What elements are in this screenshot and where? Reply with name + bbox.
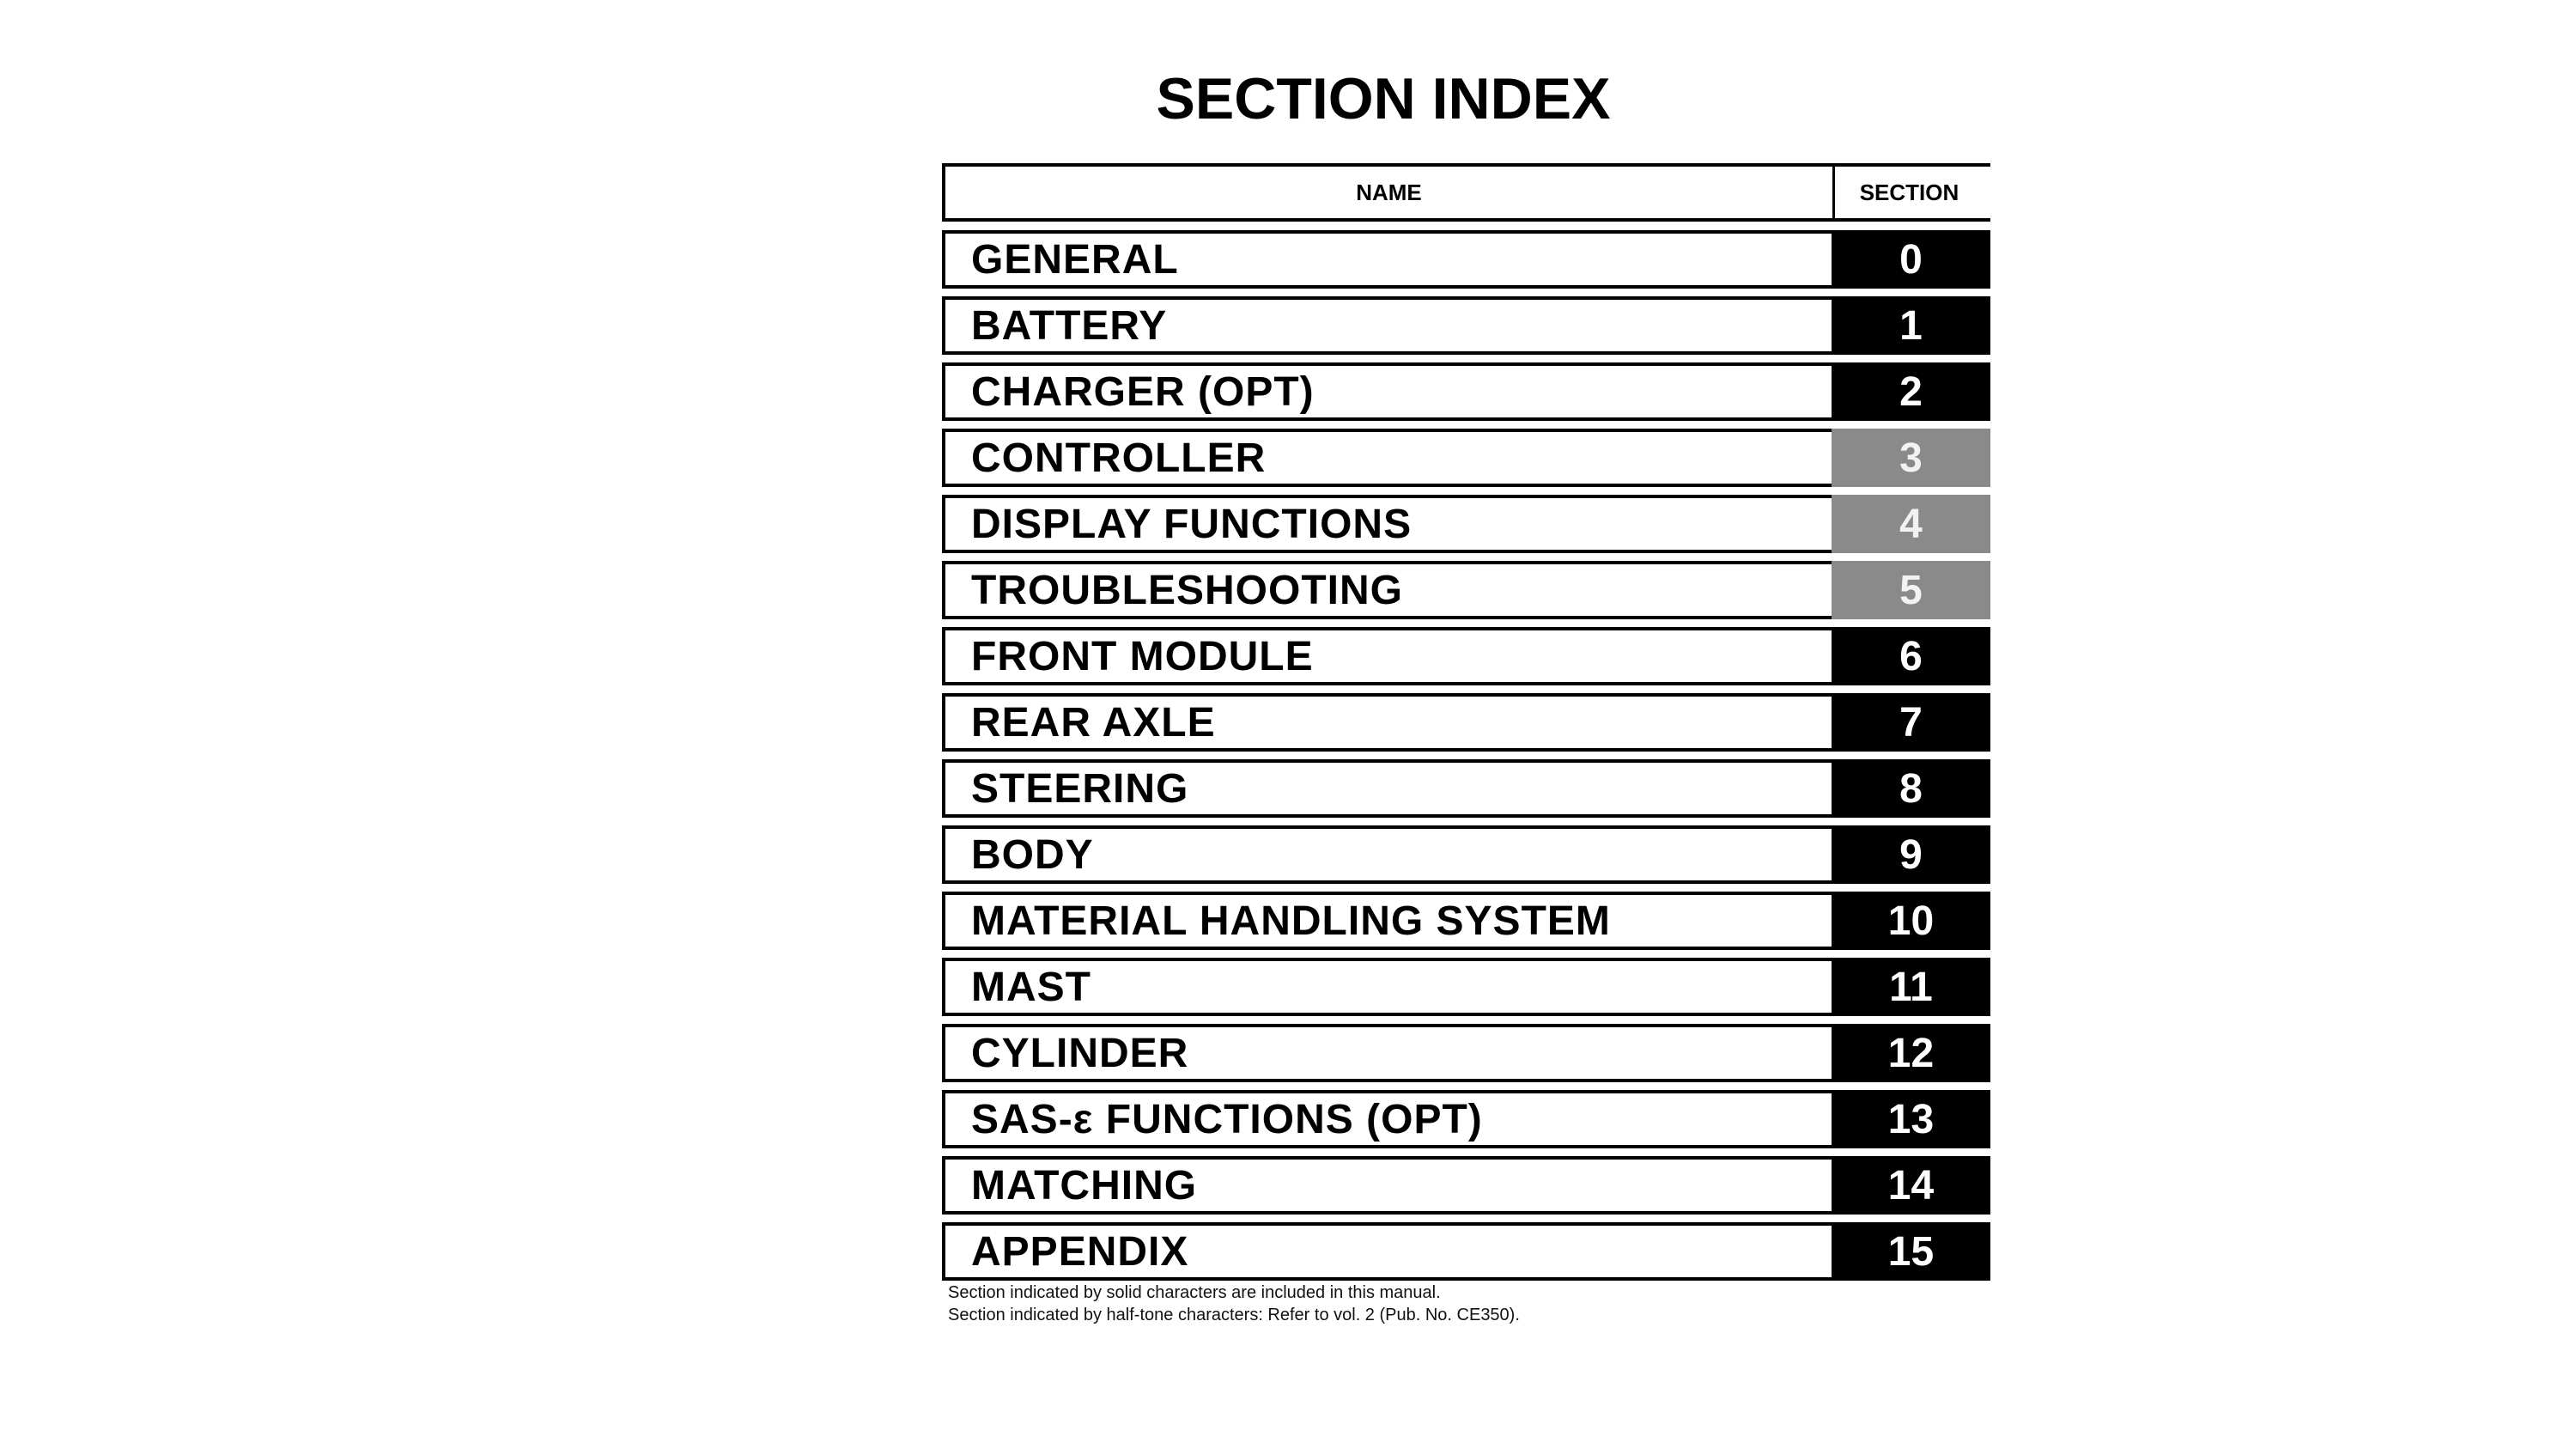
- section-list: [942, 230, 1990, 1288]
- section-number: 14: [1832, 1156, 1990, 1215]
- section-number: 8: [1832, 759, 1990, 818]
- section-name: BODY: [942, 825, 1832, 884]
- section-row[interactable]: [942, 561, 1990, 619]
- page-title: SECTION INDEX: [1156, 66, 1611, 131]
- section-name: MAST: [942, 958, 1832, 1016]
- footnote-line-solid: Section indicated by solid characters are included in this manual.: [948, 1283, 1441, 1302]
- section-name: DISPLAY FUNCTIONS: [942, 495, 1832, 553]
- section-name: GENERAL: [942, 230, 1832, 289]
- section-number: 13: [1832, 1090, 1990, 1148]
- section-name: REAR AXLE: [942, 693, 1832, 752]
- section-row[interactable]: [942, 230, 1990, 289]
- section-row[interactable]: [942, 1090, 1990, 1148]
- section-row[interactable]: [942, 627, 1990, 685]
- section-number: 2: [1832, 362, 1990, 421]
- section-number: 0: [1832, 230, 1990, 289]
- section-name: STEERING: [942, 759, 1832, 818]
- section-number: 10: [1832, 892, 1990, 950]
- section-number: 1: [1832, 296, 1990, 355]
- section-name: CHARGER (OPT): [942, 362, 1832, 421]
- footnote: [948, 1282, 1520, 1326]
- section-number: 15: [1832, 1222, 1990, 1281]
- section-row[interactable]: [942, 429, 1990, 487]
- section-number: 12: [1832, 1024, 1990, 1082]
- section-name: TROUBLESHOOTING: [942, 561, 1832, 619]
- section-name: SAS-ε FUNCTIONS (OPT): [942, 1090, 1832, 1148]
- section-number: 7: [1832, 693, 1990, 752]
- section-row[interactable]: [942, 892, 1990, 950]
- section-number: 3: [1832, 429, 1990, 487]
- section-row[interactable]: [942, 1024, 1990, 1082]
- section-row[interactable]: [942, 1156, 1990, 1215]
- section-row[interactable]: [942, 495, 1990, 553]
- section-row[interactable]: [942, 1222, 1990, 1281]
- section-number: 4: [1832, 495, 1990, 553]
- section-row[interactable]: [942, 362, 1990, 421]
- name-column-header: NAME: [945, 167, 1835, 218]
- section-name: MATCHING: [942, 1156, 1832, 1215]
- section-name: MATERIAL HANDLING SYSTEM: [942, 892, 1832, 950]
- section-row[interactable]: [942, 825, 1990, 884]
- table-header: [942, 163, 1990, 222]
- section-number: 11: [1832, 958, 1990, 1016]
- section-name: CYLINDER: [942, 1024, 1832, 1082]
- section-number: 5: [1832, 561, 1990, 619]
- section-name: CONTROLLER: [942, 429, 1832, 487]
- section-row[interactable]: [942, 693, 1990, 752]
- section-row[interactable]: [942, 759, 1990, 818]
- section-row[interactable]: [942, 296, 1990, 355]
- section-name: APPENDIX: [942, 1222, 1832, 1281]
- section-name: FRONT MODULE: [942, 627, 1832, 685]
- section-row[interactable]: [942, 958, 1990, 1016]
- section-name: BATTERY: [942, 296, 1832, 355]
- section-number: 9: [1832, 825, 1990, 884]
- section-number: 6: [1832, 627, 1990, 685]
- footnote-line-halftone: Section indicated by half-tone characters: Refer to vol. 2 (Pub. No. CE350).: [948, 1306, 1520, 1324]
- section-column-header: SECTION: [1859, 179, 1959, 205]
